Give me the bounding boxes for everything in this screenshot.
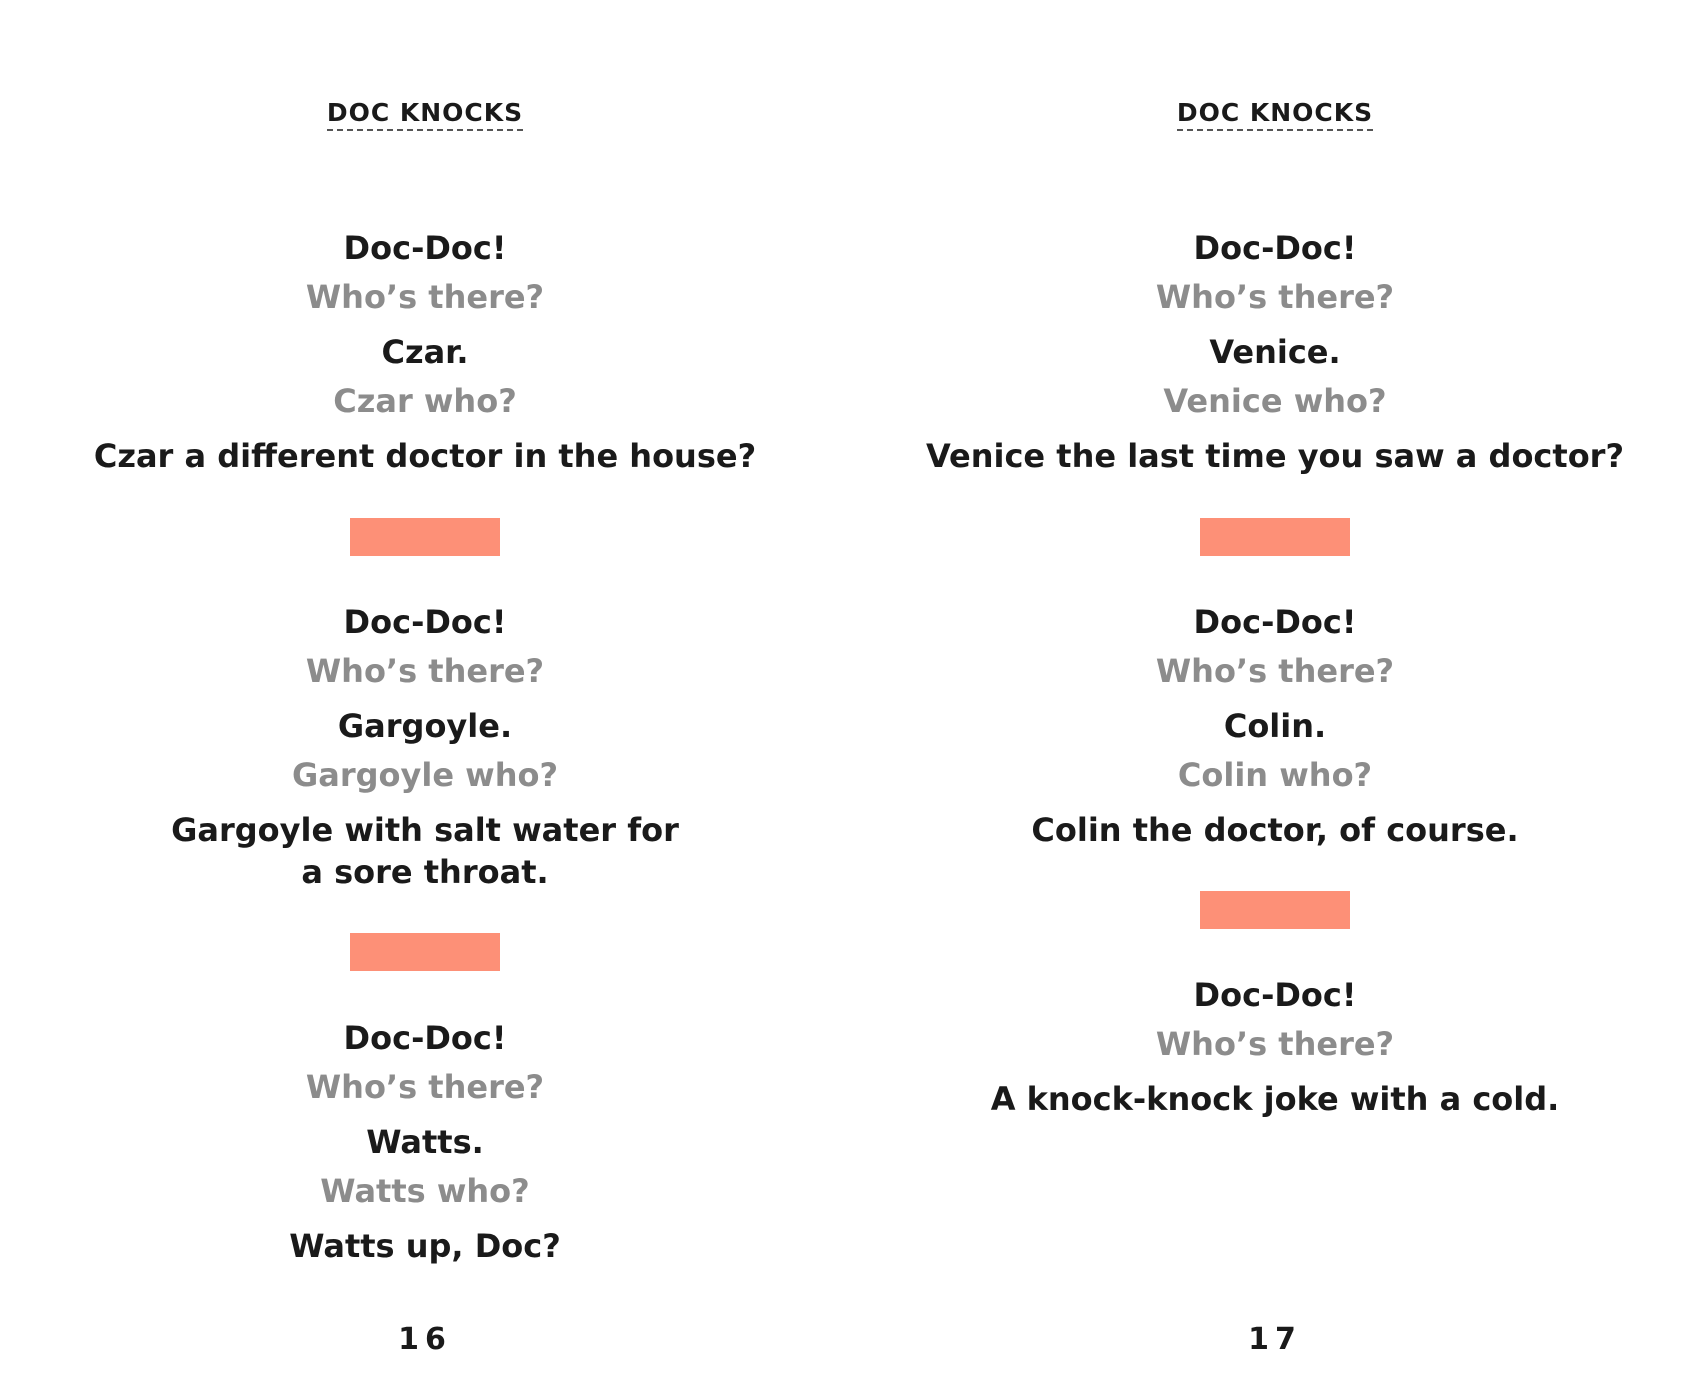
- joke-punchline-line-1: Gargoyle with salt water for: [171, 811, 679, 849]
- joke-name-line: Watts.: [366, 1123, 484, 1161]
- joke-whos-there-line: Who’s there?: [1155, 652, 1395, 690]
- joke-divider: [350, 933, 500, 971]
- joke-whos-there-line: Who’s there?: [1155, 278, 1395, 316]
- joke-punchline-line-2: a sore throat.: [301, 853, 549, 891]
- joke-name-line: Czar.: [381, 333, 469, 371]
- joke-name-who-line: Venice who?: [1163, 382, 1387, 420]
- running-header: DOC KNOCKS: [327, 100, 523, 131]
- left-page-header: [0, 100, 850, 131]
- joke-name-who-line: Colin who?: [1177, 756, 1373, 794]
- joke-name-who-line: Gargoyle who?: [291, 756, 559, 794]
- joke-knock-line: Doc-Doc!: [1193, 976, 1357, 1014]
- joke-whos-there-line: Who’s there?: [305, 278, 545, 316]
- joke-knock-line: Doc-Doc!: [343, 229, 507, 267]
- joke-whos-there-line: Who’s there?: [1155, 1025, 1395, 1063]
- running-header: DOC KNOCKS: [1177, 100, 1373, 131]
- joke-name-line: Gargoyle.: [337, 707, 513, 745]
- joke-punchline: Czar a different doctor in the house?: [93, 437, 757, 475]
- joke-name-who-line: Czar who?: [333, 382, 517, 420]
- joke-punchline: A knock-knock joke with a cold.: [990, 1080, 1560, 1118]
- joke-knock-line: Doc-Doc!: [1193, 229, 1357, 267]
- joke-knock-line: Doc-Doc!: [343, 1019, 507, 1057]
- right-page-header: [850, 100, 1700, 131]
- joke-name-line: Colin.: [1223, 707, 1327, 745]
- page-number: 16: [398, 1322, 452, 1357]
- page-number: 17: [1248, 1322, 1302, 1357]
- joke-knock-line: Doc-Doc!: [343, 603, 507, 641]
- joke-whos-there-line: Who’s there?: [305, 1068, 545, 1106]
- joke-divider: [350, 518, 500, 556]
- joke-whos-there-line: Who’s there?: [305, 652, 545, 690]
- joke-knock-line: Doc-Doc!: [1193, 603, 1357, 641]
- right-page: [850, 0, 1700, 1400]
- joke-punchline: Colin the doctor, of course.: [1031, 811, 1519, 849]
- joke-name-line: Venice.: [1209, 333, 1341, 371]
- joke-name-who-line: Watts who?: [320, 1172, 530, 1210]
- joke-divider: [1200, 891, 1350, 929]
- joke-punchline: Watts up, Doc?: [289, 1227, 561, 1265]
- joke-divider: [1200, 518, 1350, 556]
- joke-punchline: Venice the last time you saw a doctor?: [925, 437, 1625, 475]
